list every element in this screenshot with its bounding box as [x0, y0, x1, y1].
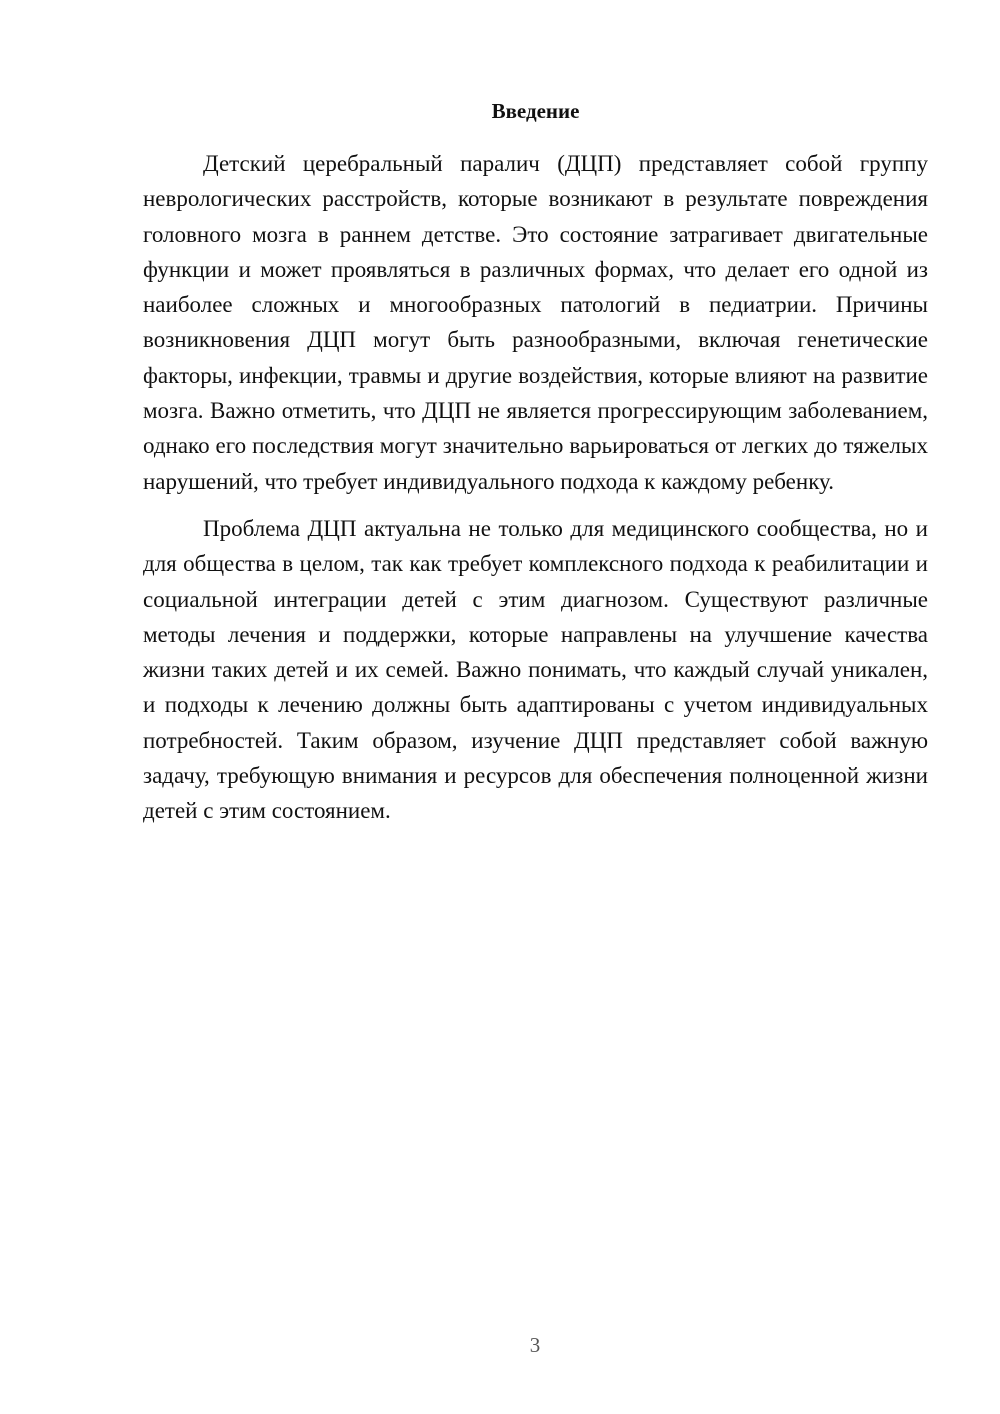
page-number: 3 [529, 1333, 541, 1357]
page-content [143, 96, 928, 829]
section-title: Введение [491, 99, 580, 123]
paragraph-2: Проблема ДЦП актуальна не только для медицинского сообщества, но и для общества в целом, так как требует комплексного подхода к реабилитации и социальной интеграции детей с этим диагнозом. Существуют различные методы лечения и поддержки, которые направлены на улучшение качества жизни таких детей и их семей. Важно понимать, что каждый случай уникален, и подходы к лечению должны быть адаптированы с учетом индивидуальных потребностей. Таким образом, изучение ДЦП представляет собой важную задачу, требующую внимания и ресурсов для обеспечения полноценной жизни детей с этим состоянием. [143, 515, 928, 824]
paragraph-1: Детский церебральный паралич (ДЦП) представляет собой группу неврологических расстройств, которые возникают в результате повреждения головного мозга в раннем детстве. Это состояние затрагивает двигательные функции и может проявляться в различных формах, что делает его одной из наиболее сложных и многообразных патологий в педиатрии. Причины возникновения ДЦП могут быть разнообразными, включая генетические факторы, инфекции, травмы и другие воздействия, которые влияют на развитие мозга. Важно отметить, что ДЦП не является прогрессирующим заболеванием, однако его последствия могут значительно варьироваться от легких до тяжелых нарушений, что требует индивидуального подхода к каждому ребенку. [143, 151, 928, 494]
